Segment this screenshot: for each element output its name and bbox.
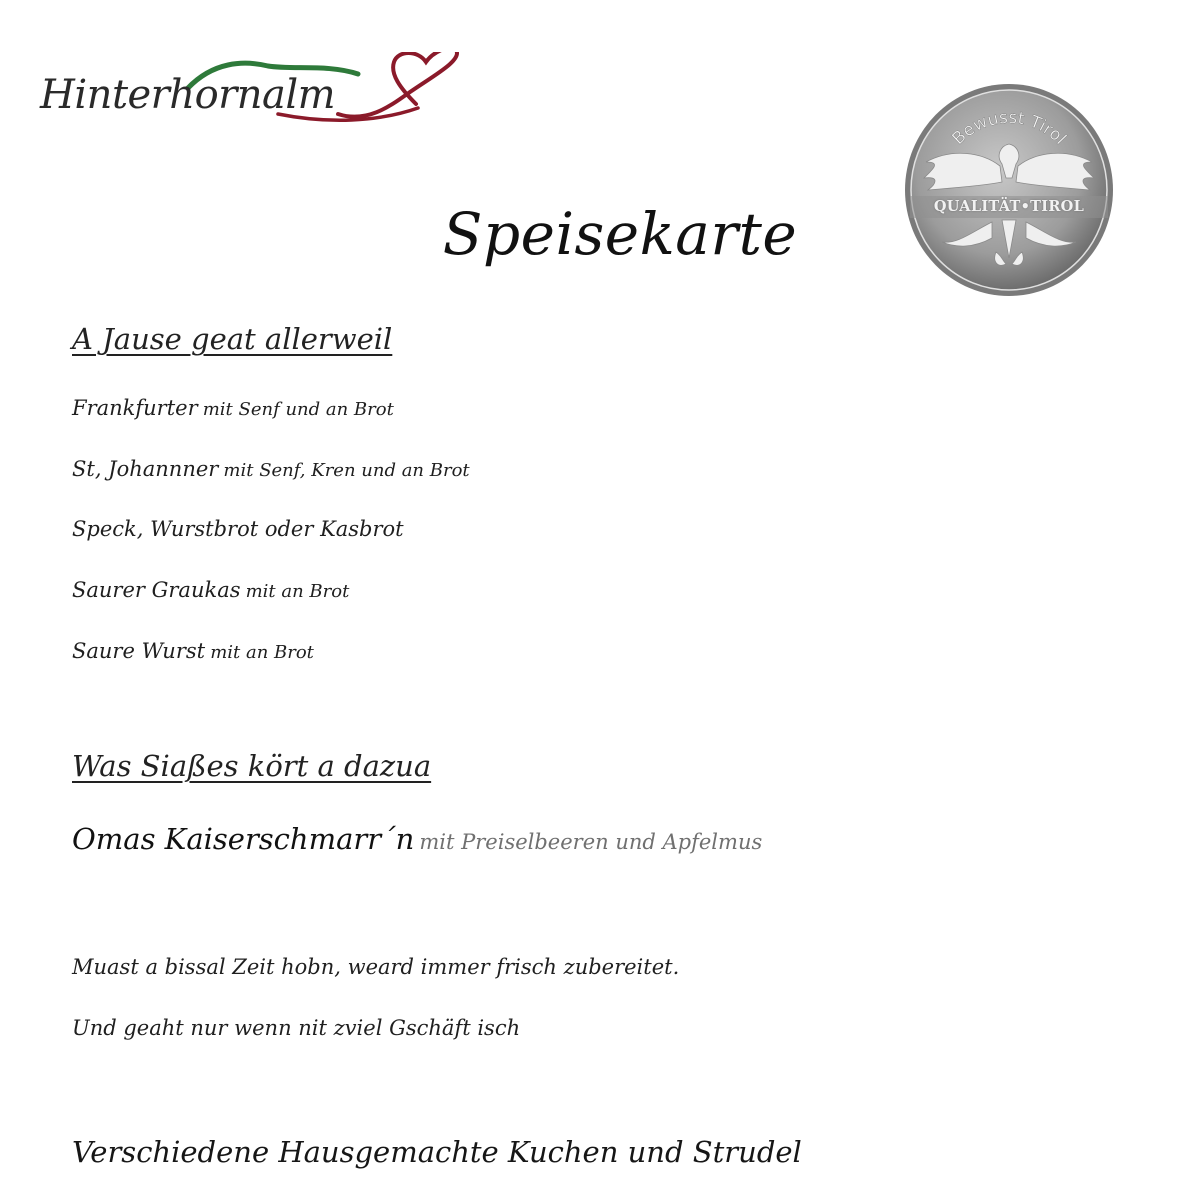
menu-item-detail: mit an Brot [210, 642, 314, 663]
seal-top-text: Bewusst Tirol [948, 107, 1070, 149]
menu-item-name: St, Johannner [72, 457, 219, 481]
logo [38, 52, 468, 132]
menu-item-name: Speck, Wurstbrot oder Kasbrot [72, 517, 404, 541]
menu-item [72, 822, 762, 856]
menu-item-detail: mit Senf, Kren und an Brot [223, 460, 470, 481]
menu-item [72, 396, 394, 420]
menu-item-name: Frankfurter [72, 396, 198, 420]
section-heading-jause: A Jause geat allerweil [72, 322, 393, 356]
availability-note: Und geaht nur wenn nit zviel Gschäft isch [72, 1016, 521, 1040]
menu-item-name: Omas Kaiserschmarr´n [72, 822, 415, 856]
preparation-note: Muast a bissal Zeit hobn, weard immer frisch zubereitet. [72, 955, 680, 979]
page-title: Speisekarte [442, 200, 798, 268]
menu-item-detail: mit an Brot [245, 581, 350, 602]
menu-item [72, 517, 404, 541]
menu-item [72, 578, 349, 602]
section-heading-sweets: Was Siaßes kört a dazua [72, 749, 432, 783]
menu-item-name: Saure Wurst [72, 639, 206, 663]
menu-item-name: Saurer Graukas [72, 578, 241, 602]
menu-item-detail: mit Preiselbeeren und Apfelmus [419, 830, 763, 854]
cakes-line: Verschiedene Hausgemachte Kuchen und Strudel [72, 1135, 802, 1169]
menu-item [72, 639, 314, 663]
seal-center-text: QUALITÄT•TIROL [933, 198, 1085, 215]
menu-item [72, 457, 470, 481]
logo-text: Hinterhornalm [40, 72, 336, 118]
menu-item-detail: mit Senf und an Brot [202, 399, 394, 420]
